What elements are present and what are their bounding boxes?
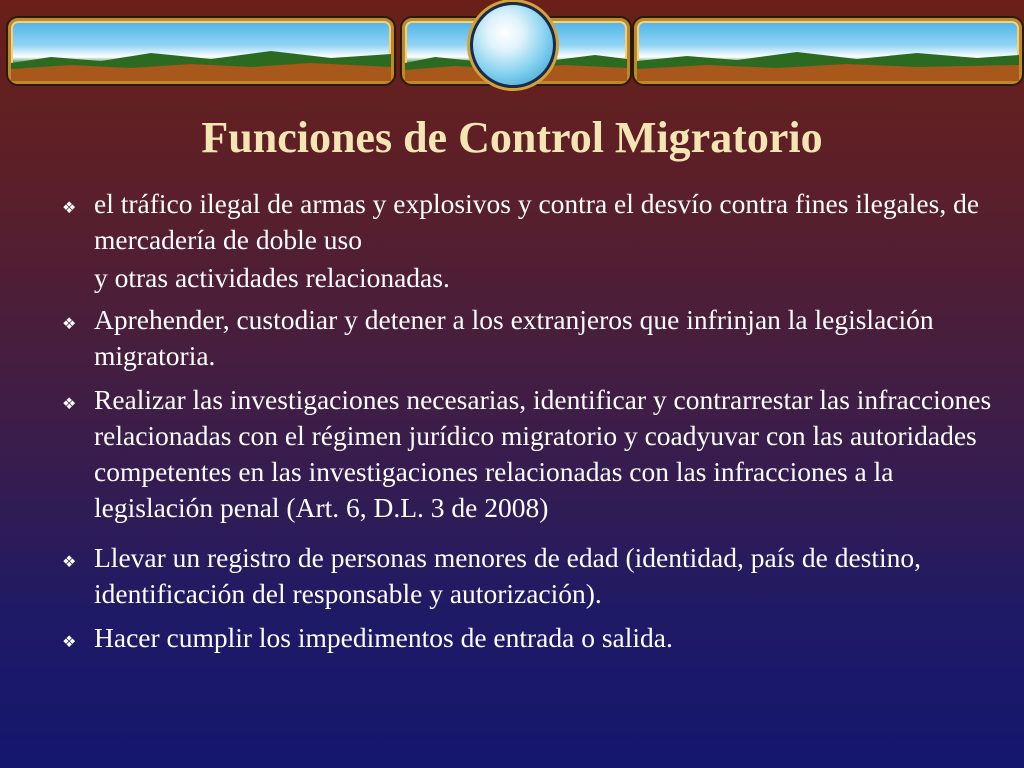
bullet-text: Llevar un registro de personas menores de edad (identidad, país de destino, identificación del responsable y autorización). xyxy=(94,542,922,609)
diamond-bullet-icon: ❖ xyxy=(62,198,77,217)
bullet-item xyxy=(62,382,1002,526)
bullet-text: el tráfico ilegal de armas y explosivos y contra el desvío contra fines ilegales, de mercadería de doble uso xyxy=(94,188,980,255)
bullet-list xyxy=(62,186,1002,656)
slide-title: Funciones de Control Migratorio xyxy=(201,113,823,162)
bullet-text: Aprehender, custodiar y detener a los extranjeros que infrinjan la legislación migratoria. xyxy=(94,304,934,371)
globe-icon xyxy=(470,2,556,88)
diamond-bullet-icon: ❖ xyxy=(62,394,77,413)
bullet-item xyxy=(62,186,1002,258)
bullet-text: Hacer cumplir los impedimentos de entrada o salida. xyxy=(94,622,673,653)
bullet-item xyxy=(62,540,1002,612)
diamond-bullet-icon: ❖ xyxy=(62,552,77,571)
landscape-panel-right xyxy=(634,18,1022,84)
bullet-item xyxy=(62,620,1002,656)
diamond-bullet-icon: ❖ xyxy=(62,314,77,333)
bullet-item xyxy=(62,302,1002,374)
diamond-bullet-icon: ❖ xyxy=(62,632,77,651)
landscape-banner xyxy=(0,14,1024,94)
bullet-text: Realizar las investigaciones necesarias, identificar y contrarrestar las infracciones relacionadas con el régimen jurídico migratorio y coadyuvar con las autoridades competentes en las investigaciones relacionadas con las infracciones a la legislación penal (Art. 6, D.L. 3 de 2008) xyxy=(94,384,992,523)
landscape-panel-left xyxy=(8,18,394,84)
bullet-continuation: y otras actividades relacionadas. xyxy=(94,262,450,293)
